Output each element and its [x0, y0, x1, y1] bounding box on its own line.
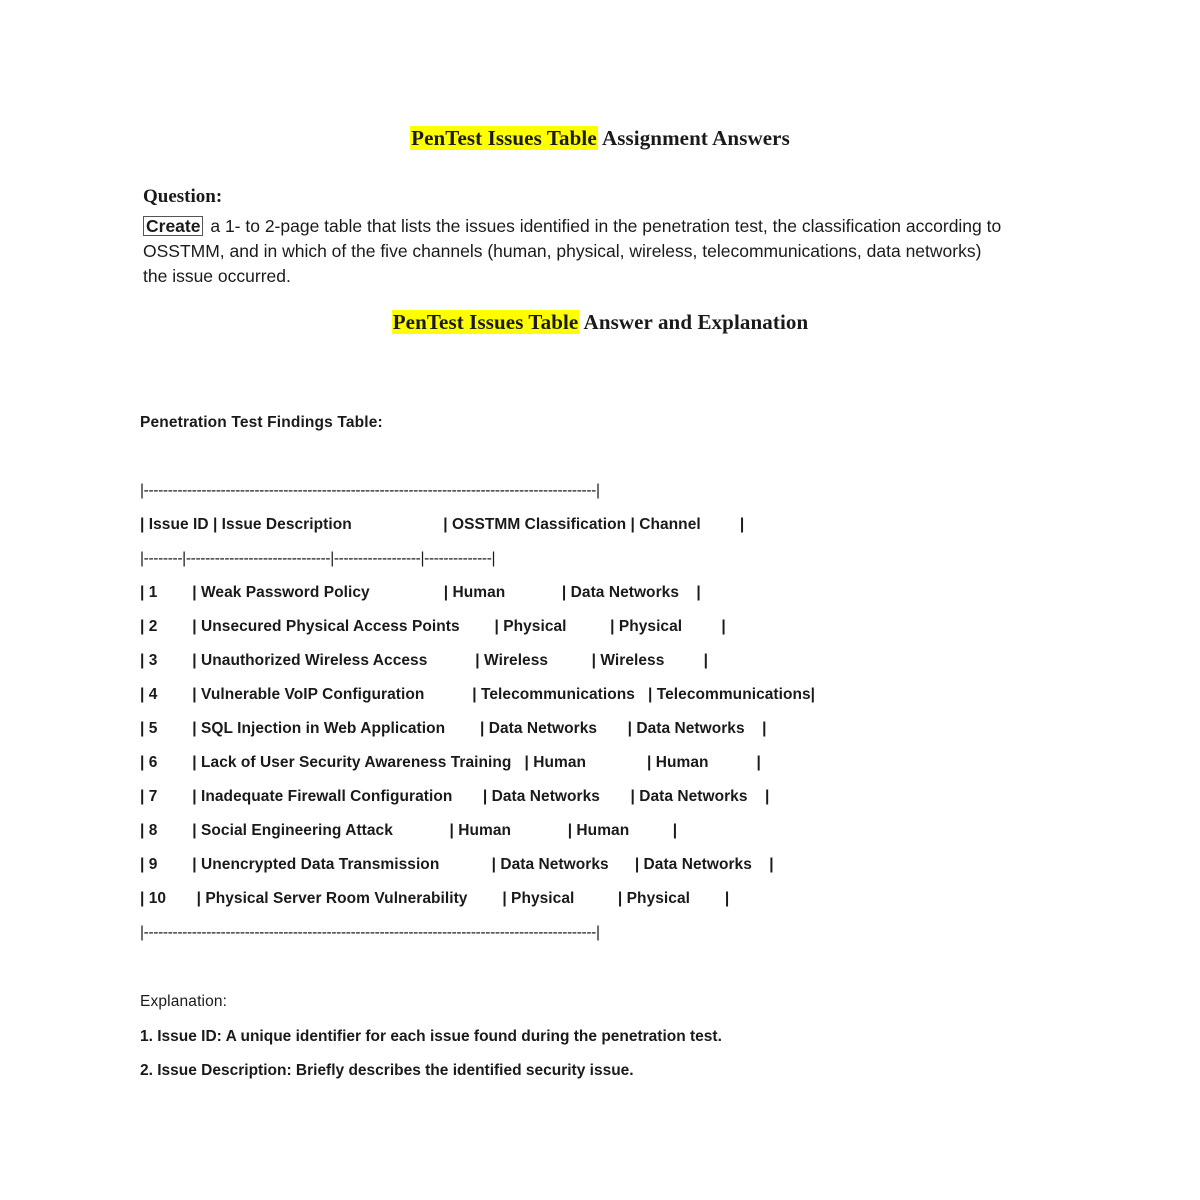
explanation-label: Explanation: — [140, 993, 228, 1010]
table-bottom-rule: |----------------------------------------------------------------------------------------------| — [140, 924, 600, 941]
question-label: Question: — [143, 186, 223, 207]
table-header-rule: |--------|------------------------------|------------------|--------------| — [140, 550, 496, 567]
boxed-create-word: Create — [143, 216, 203, 236]
answer-heading-highlight: PenTest Issues Table — [392, 310, 579, 334]
page-title — [0, 126, 1200, 151]
answer-heading — [0, 310, 1200, 335]
table-row: | 10 | Physical Server Room Vulnerability | Physical | Physical | — [140, 890, 730, 907]
table-header-row: | Issue ID | Issue Description | OSSTMM Classification | Channel | — [140, 516, 745, 533]
table-row: | 6 | Lack of User Security Awareness Training | Human | Human | — [140, 754, 761, 771]
table-row: | 1 | Weak Password Policy | Human | Data Networks | — [140, 584, 701, 601]
table-top-rule: |----------------------------------------------------------------------------------------------| — [140, 482, 600, 499]
table-row: | 3 | Unauthorized Wireless Access | Wireless | Wireless | — [140, 652, 708, 669]
explanation-item: 1. Issue ID: A unique identifier for each issue found during the penetration test. — [140, 1028, 722, 1045]
question-body — [143, 214, 1003, 289]
question-body-text: a 1- to 2-page table that lists the issues identified in the penetration test, the classification according to OSSTMM, and in which of the five channels (human, physical, wireless, telecommunications, data networks) the issue occurred. — [143, 216, 1002, 286]
table-row: | 2 | Unsecured Physical Access Points | Physical | Physical | — [140, 618, 726, 635]
table-row: | 9 | Unencrypted Data Transmission | Data Networks | Data Networks | — [140, 856, 774, 873]
page-title-rest: Assignment Answers — [597, 126, 790, 150]
table-row: | 5 | SQL Injection in Web Application | Data Networks | Data Networks | — [140, 720, 767, 737]
page-title-highlight: PenTest Issues Table — [411, 126, 597, 150]
table-row: | 4 | Vulnerable VoIP Configuration | Telecommunications | Telecommunications| — [140, 686, 816, 703]
table-row: | 8 | Social Engineering Attack | Human | Human | — [140, 822, 678, 839]
table-row: | 7 | Inadequate Firewall Configuration | Data Networks | Data Networks | — [140, 788, 770, 805]
explanation-item: 2. Issue Description: Briefly describes the identified security issue. — [140, 1062, 634, 1079]
answer-heading-rest: Answer and Explanation — [579, 310, 809, 334]
findings-ascii-table — [140, 481, 1020, 957]
findings-table-label: Penetration Test Findings Table: — [140, 414, 383, 431]
